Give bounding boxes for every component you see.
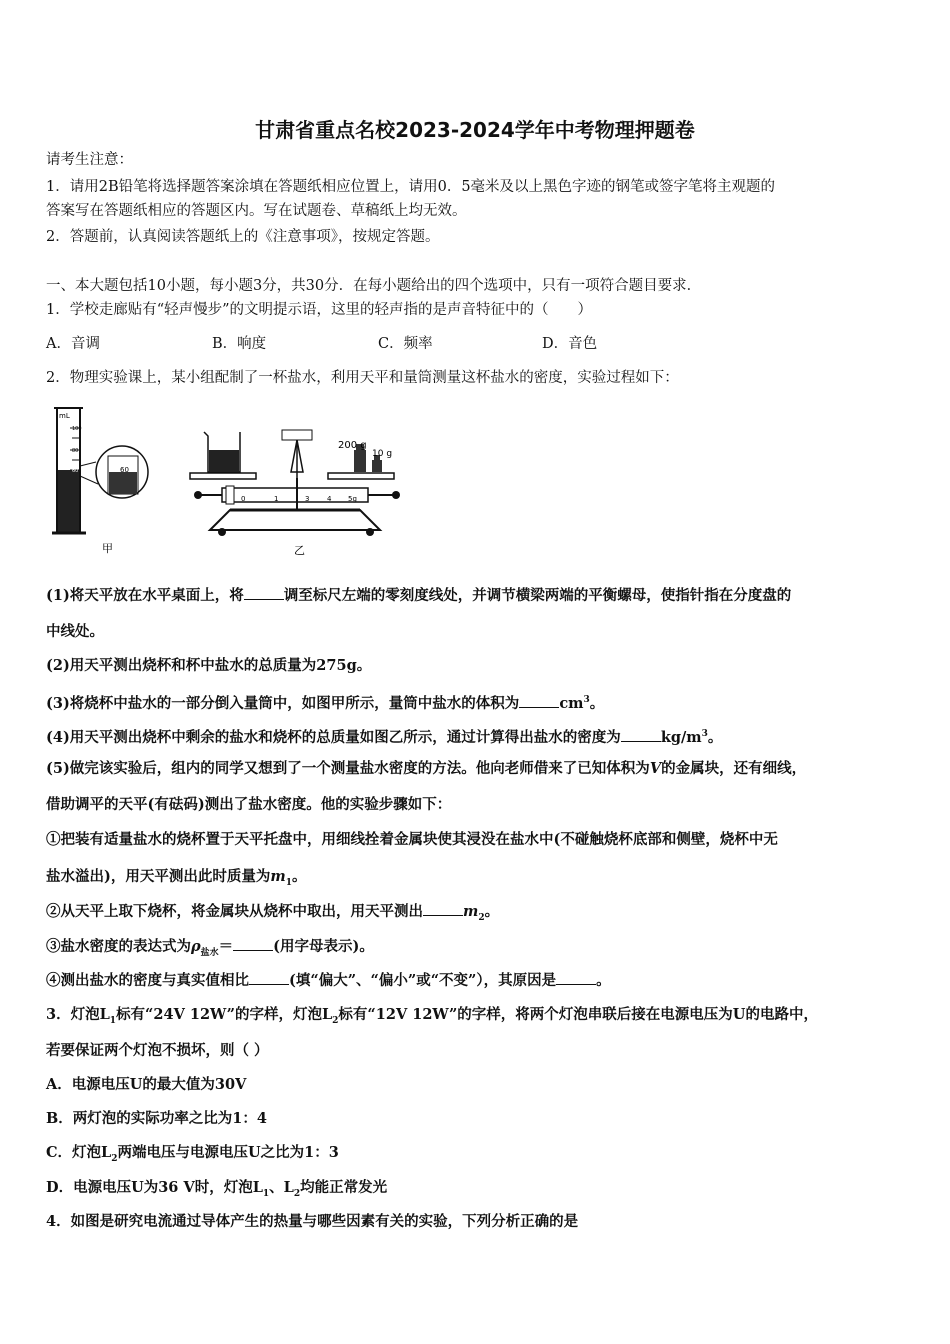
q2-part-5: (5)做完该实验后，组内的同学又想到了一个测量盐水密度的方法。他向老师借来了已知体积为V的金属块，还有细线， <box>46 760 807 777</box>
ruler-tick-4: 4 <box>327 495 332 503</box>
q2-part-4: (4)用天平测出烧杯中剩余的盐水和烧杯的总质量如图乙所示，通过计算得出盐水的密度为 $kg/m^3$。 <box>46 728 723 746</box>
figure-label-yi: 乙 <box>294 544 305 557</box>
section-1-heading: 一、本大题包括10小题，每小题3分，共30分．在每小题给出的四个选项中，只有一项符合题目要求． <box>46 278 702 294</box>
q2-part-3: (3)将烧杯中盐水的一部分倒入量筒中，如图甲所示，量筒中盐水的体积为 $cm^3$。 <box>46 694 605 712</box>
figure-label-jia: 甲 <box>102 542 113 555</box>
q3-stem-cont: 若要保证两个灯泡不损坏，则（ ） <box>46 1042 269 1059</box>
q1-option-d: D．音色 <box>542 336 598 352</box>
zoom-mark-60: 60 <box>120 466 129 474</box>
ruler-tick-1: 1 <box>274 495 279 503</box>
ruler-tick-5: 5g <box>348 495 357 503</box>
answer-blank[interactable] <box>233 936 273 951</box>
notice-heading: 请考生注意： <box>46 152 133 168</box>
q2-step-3: ③盐水密度的表达式为$\rho_{盐水}=$ (用字母表示)。 <box>46 938 374 958</box>
balance-scale <box>190 430 400 536</box>
cylinder-mark-60: 60 <box>72 468 79 474</box>
q1-option-a: A．音调 <box>46 336 100 352</box>
cylinder-unit: mL <box>59 412 70 420</box>
q2-part-2: (2)用天平测出烧杯和杯中盐水的总质量为275g。 <box>46 657 372 674</box>
notice-line-2: 答案写在答题纸相应的答题区内。写在试题卷、草稿纸上均无效。 <box>46 203 467 219</box>
q2-part-1: (1)将天平放在水平桌面上，将 调至标尺左端的零刻度线处，并调节横梁两端的平衡螺母，使指针指在分度盘的 <box>46 587 792 604</box>
q3-option-b: B．两灯泡的实际功率之比为1：4 <box>46 1110 267 1127</box>
q2-figure <box>50 400 420 560</box>
ruler-tick-0: 0 <box>241 495 246 503</box>
q2-part-1-cont: 中线处。 <box>46 623 104 640</box>
q1-option-c: C．频率 <box>378 336 433 352</box>
answer-blank[interactable] <box>244 585 284 600</box>
cylinder-mark-100: 100 <box>72 426 82 432</box>
weight-10g-label: 10 g <box>372 449 393 459</box>
answer-blank[interactable] <box>249 970 289 985</box>
notice-line-1: 1．请用2B铅笔将选择题答案涂填在答题纸相应位置上，请用0．5毫米及以上黑色字迹的钢笔或签字笔将主观题的 <box>46 179 776 195</box>
weight-200g-label: 200 g <box>338 440 367 451</box>
q2-stem: 2．物理实验课上，某小组配制了一杯盐水，利用天平和量筒测量这杯盐水的密度，实验过程如下： <box>46 370 679 386</box>
cylinder-mark-80: 80 <box>72 448 79 454</box>
ruler-tick-3: 3 <box>305 495 310 503</box>
q2-step-4: ④测出盐水的密度与真实值相比 (填“偏大”、“偏小”或“不变”），其原因是 。 <box>46 972 611 989</box>
graduated-cylinder <box>52 408 86 533</box>
q2-figure-drawing <box>50 400 420 560</box>
answer-blank[interactable] <box>519 693 559 708</box>
q3-option-d: D．电源电压U为36 V时，灯泡$L_1$、$L_2$均能正常发光 <box>46 1179 388 1199</box>
page-title: 甘肃省重点名校2023-2024学年中考物理押题卷 <box>255 118 695 142</box>
answer-blank[interactable] <box>423 901 463 916</box>
q2-part-5-cont: 借助调平的天平(有砝码)测出了盐水密度。他的实验步骤如下： <box>46 796 452 813</box>
q2-step-1: ①把装有适量盐水的烧杯置于天平托盘中，用细线拴着金属块使其浸没在盐水中(不碰触烧杯底部和侧壁，烧杯中无 <box>46 831 778 848</box>
q3-stem: 3．灯泡$L_1$标有“24V 12W”的字样，灯泡$L_2$标有“12V 12W”的字样，将两个灯泡串联后接在电源电压为U的电路中， <box>46 1006 818 1026</box>
q2-step-2: ②从天平上取下烧杯，将金属块从烧杯中取出，用天平测出 $m_2$。 <box>46 903 500 923</box>
answer-blank[interactable] <box>621 727 661 742</box>
q3-option-c: C．灯泡$L_2$两端电压与电源电压U之比为1：3 <box>46 1144 339 1164</box>
q2-step-1-cont: 盐水溢出)，用天平测出此时质量为$m_1$。 <box>46 868 307 888</box>
answer-blank[interactable] <box>556 970 596 985</box>
q1-stem: 1．学校走廊贴有“轻声慢步”的文明提示语，这里的轻声指的是声音特征中的（ ） <box>46 302 593 318</box>
notice-line-3: 2．答题前，认真阅读答题纸上的《注意事项》，按规定答题。 <box>46 229 440 245</box>
cylinder-zoom-view <box>80 446 148 498</box>
q4-stem: 4．如图是研究电流通过导体产生的热量与哪些因素有关的实验，下列分析正确的是 <box>46 1213 579 1230</box>
q1-option-b: B．响度 <box>212 336 267 352</box>
q3-option-a: A．电源电压U的最大值为30V <box>46 1076 247 1093</box>
